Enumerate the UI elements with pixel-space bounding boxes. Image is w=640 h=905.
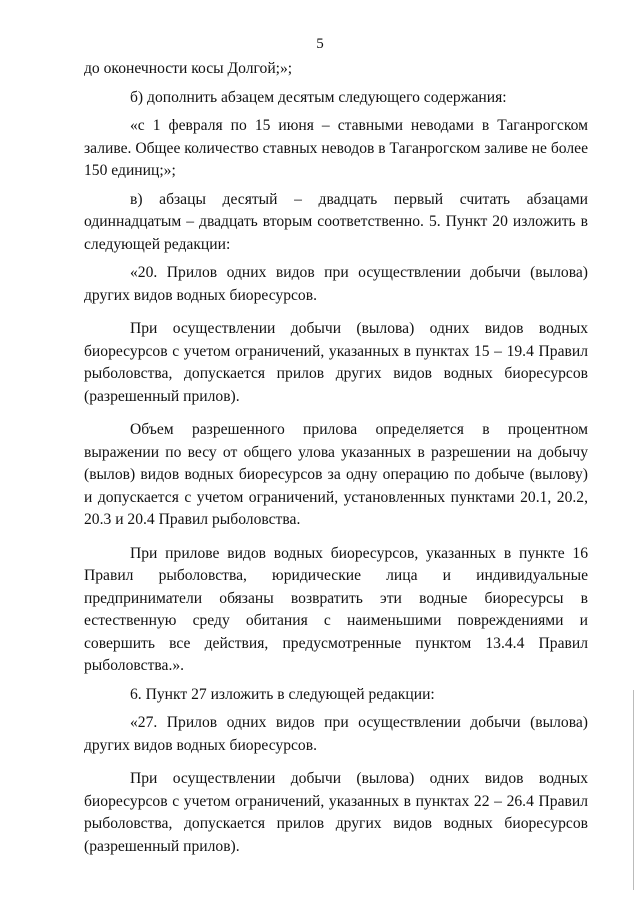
paragraph-quote-feb-june: «с 1 февраля по 15 июня – ставными неводами в Таганрогском заливе. Общее количество ставных неводов в Таганрогском заливе не более 150 единиц;»;	[84, 117, 588, 179]
scan-edge-line	[633, 690, 634, 890]
paragraph-item-b: б) дополнить абзацем десятым следующего содержания:	[130, 88, 507, 106]
paragraph-item-v: в) абзацы десятый – двадцать первый считать абзацами одиннадцатым – двадцать вторым соответственно. 5. Пункт 20 изложить в следующей редакции:	[84, 190, 588, 253]
page-number: 5	[316, 36, 324, 52]
document-body	[84, 58, 588, 864]
paragraph-point-20-allowed-bycatch: При осуществлении добычи (вылова) одних видов водных биоресурсов с учетом ограничений, указанных в пунктах 15 – 19.4 Правил рыболовства, допускается прилов других видов водных биоресурсов (разрешенный прилов).	[84, 320, 588, 405]
paragraph-point-27-title: «27. Прилов одних видов при осуществлении добычи (вылова) других видов водных биоресурсов.	[84, 714, 588, 754]
paragraph-point-20-volume: Объем разрешенного прилова определяется в процентном выражении по весу от общего улова указанных в разрешении на добычу (вылов) видов водных биоресурсов за одну операцию по добыче (вылову) и допускается с учетом ограничений, установленных пунктами 20.1, 20.2, 20.3 и 20.4 Правил рыболовства.	[84, 421, 588, 528]
paragraph-point-27-allowed-bycatch: При осуществлении добычи (вылова) одних видов водных биоресурсов с учетом ограничений, указанных в пунктах 22 – 26.4 Правил рыболовства, допускается прилов других видов водных биоресурсов (разрешенный прилов).	[84, 770, 588, 855]
paragraph-continuation: до оконечности косы Долгой;»;	[84, 60, 293, 77]
paragraph-point-6: 6. Пункт 27 изложить в следующей редакции:	[130, 685, 435, 703]
paragraph-point-20-title: «20. Прилов одних видов при осуществлении добычи (вылова) других видов водных биоресурсов.	[84, 264, 588, 304]
paragraph-point-20-return: При прилове видов водных биоресурсов, указанных в пункте 16 Правил рыболовства, юридические лица и индивидуальные предприниматели обязаны возвратить эти водные биоресурсы в естественную среду обитания с наименьшими повреждениями и совершить все действия, предусмотренные пунктом 13.4.4 Правил рыболовства.».	[84, 544, 588, 674]
